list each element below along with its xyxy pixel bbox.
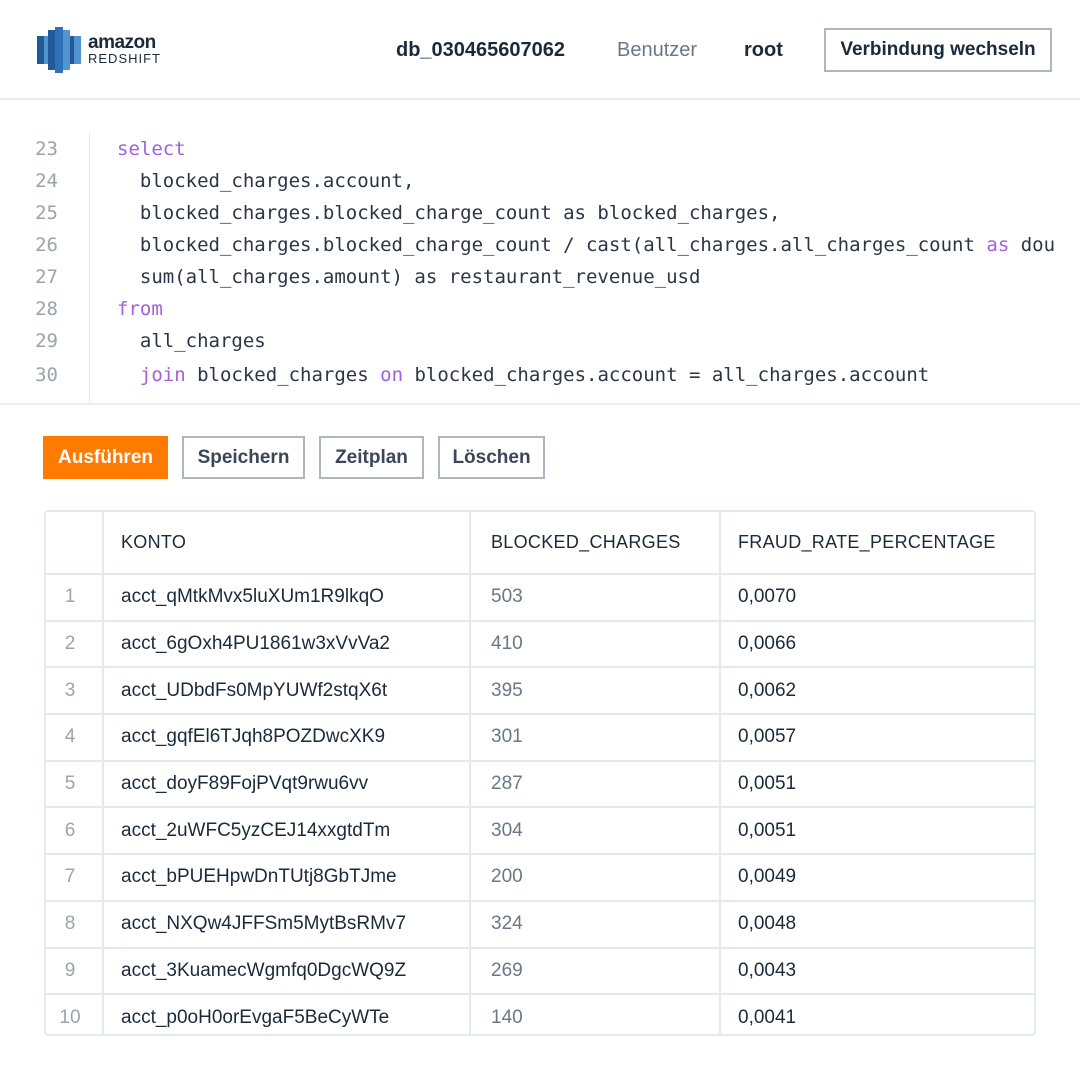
sql-keyword: as [986,234,1010,256]
cell-blocked-charges: 301 [470,714,720,761]
cell-konto: acct_2uWFC5yzCEJ14xxgtdTm [103,807,470,854]
row-index: 3 [46,667,103,714]
row-index: 8 [46,901,103,948]
code-line[interactable] [0,266,1080,298]
line-number: 24 [35,170,58,192]
column-header-fraud-rate[interactable]: FRAUD_RATE_PERCENTAGE [720,512,1036,574]
sql-token: blocked_charges.account = all_charges.account [403,364,930,386]
sql-keyword: join [139,364,186,386]
logo-amazon-word: amazon [88,32,156,53]
logo-redshift-word: REDSHIFT [88,51,161,66]
sql-keyword: select [117,138,186,160]
run-button[interactable]: Ausführen [43,436,168,479]
cell-blocked-charges: 395 [470,667,720,714]
table-row[interactable] [46,854,1036,901]
row-index: 1 [46,574,103,621]
line-number: 29 [35,330,58,352]
code-text [117,330,266,352]
column-header-index [46,512,103,574]
sql-token: all_charges [117,330,266,352]
line-number: 23 [35,138,58,160]
table-row[interactable] [46,948,1036,995]
column-header-konto[interactable]: KONTO [103,512,470,574]
sql-token: sum(all_charges.amount) as restaurant_revenue_usd [117,266,701,288]
schedule-button[interactable]: Zeitplan [319,436,424,479]
table-header-row [46,512,1036,574]
row-index: 7 [46,854,103,901]
row-index: 6 [46,807,103,854]
user-name: root [744,39,783,61]
cell-blocked-charges: 410 [470,621,720,668]
switch-connection-button[interactable]: Verbindung wechseln [824,28,1052,72]
app-header [0,0,1080,100]
code-text [117,170,414,192]
results-table [44,510,1036,1036]
cell-blocked-charges: 304 [470,807,720,854]
save-button[interactable]: Speichern [182,436,305,479]
line-number: 27 [35,266,58,288]
code-text [117,364,929,386]
code-text [117,266,700,288]
code-line[interactable] [0,202,1080,234]
cell-blocked-charges: 200 [470,854,720,901]
sql-token [117,364,140,386]
sql-token: dou [1009,234,1056,256]
cell-blocked-charges: 287 [470,761,720,808]
row-index: 10 [46,994,103,1036]
code-line[interactable] [0,170,1080,202]
sql-token: blocked_charges [185,364,381,386]
code-line[interactable] [0,364,1080,396]
code-text [117,298,163,320]
cell-konto: acct_p0oH0orEvgaF5BeCyWTe [103,994,470,1036]
table-row[interactable] [46,901,1036,948]
table-row[interactable] [46,667,1036,714]
line-number: 28 [35,298,58,320]
sql-keyword: from [117,298,163,320]
table-row[interactable] [46,807,1036,854]
sql-editor[interactable] [0,100,1080,405]
line-number: 30 [35,364,58,386]
column-header-blocked-charges[interactable]: BLOCKED_CHARGES [470,512,720,574]
cell-fraud-rate: 0,0057 [720,714,1036,761]
sql-token: blocked_charges.blocked_charge_count / cast(all_charges.all_charges_count [117,234,987,256]
code-line[interactable] [0,298,1080,330]
cell-blocked-charges: 269 [470,948,720,995]
code-text [117,202,780,224]
cell-fraud-rate: 0,0051 [720,761,1036,808]
cell-konto: acct_gqfEl6TJqh8POZDwcXK9 [103,714,470,761]
cell-konto: acct_UDbdFs0MpYUWf2stqX6t [103,667,470,714]
cell-fraud-rate: 0,0049 [720,854,1036,901]
cell-konto: acct_doyF89FojPVqt9rwu6vv [103,761,470,808]
cell-fraud-rate: 0,0070 [720,574,1036,621]
code-line[interactable] [0,138,1080,170]
cell-konto: acct_3KuamecWgmfq0DgcWQ9Z [103,948,470,995]
cell-konto: acct_qMtkMvx5luXUm1R9lkqO [103,574,470,621]
code-text [117,234,1055,256]
cell-konto: acct_NXQw4JFFSm5MytBsRMv7 [103,901,470,948]
cell-fraud-rate: 0,0051 [720,807,1036,854]
code-line[interactable] [0,330,1080,362]
sql-token: blocked_charges.account, [117,170,415,192]
cell-blocked-charges: 140 [470,994,720,1036]
cell-blocked-charges: 324 [470,901,720,948]
redshift-logo-text [88,33,161,66]
row-index: 9 [46,948,103,995]
table-row[interactable] [46,761,1036,808]
delete-button[interactable]: Löschen [438,436,545,479]
sql-keyword: on [380,364,404,386]
cell-konto: acct_bPUEHpwDnTUtj8GbTJme [103,854,470,901]
sql-token: blocked_charges.blocked_charge_count as blocked_charges, [117,202,781,224]
cell-fraud-rate: 0,0043 [720,948,1036,995]
row-index: 2 [46,621,103,668]
code-text [117,138,186,160]
redshift-logo-icon [37,27,81,73]
database-name: db_030465607062 [396,39,566,61]
line-number: 26 [35,234,58,256]
row-index: 5 [46,761,103,808]
cell-fraud-rate: 0,0041 [738,1007,797,1029]
table-row[interactable] [46,994,1036,1036]
code-line[interactable] [0,234,1080,266]
cell-konto: acct_6gOxh4PU1861w3xVvVa2 [103,621,470,668]
cell-fraud-rate: 0,0062 [720,667,1036,714]
cell-fraud-rate: 0,0048 [720,901,1036,948]
line-number: 25 [35,202,58,224]
table-row[interactable] [46,714,1036,761]
user-label: Benutzer [617,39,698,61]
table-row[interactable] [46,574,1036,621]
table-row[interactable] [46,621,1036,668]
cell-blocked-charges: 503 [470,574,720,621]
row-index: 4 [46,714,103,761]
cell-fraud-rate: 0,0066 [720,621,1036,668]
